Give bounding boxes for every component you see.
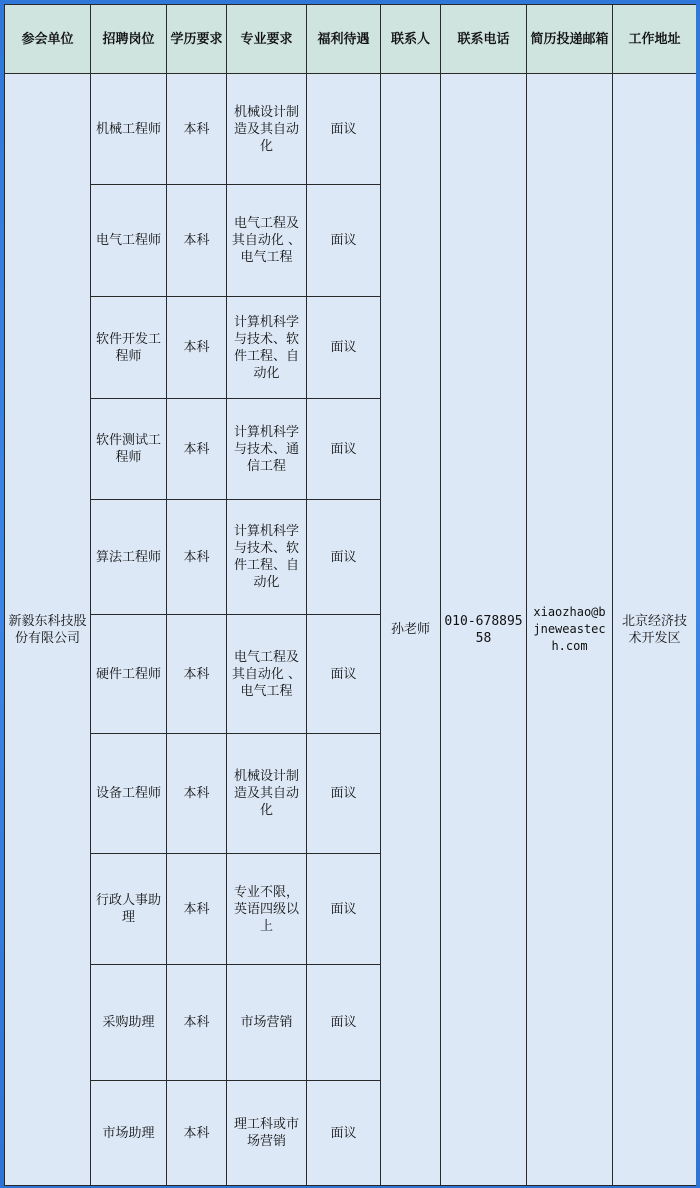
benefits-cell: 面议 xyxy=(307,500,381,615)
education-cell: 本科 xyxy=(167,734,227,854)
benefits-cell: 面议 xyxy=(307,1081,381,1186)
benefits-cell: 面议 xyxy=(307,297,381,399)
header-company: 参会单位 xyxy=(5,5,91,74)
major-cell: 电气工程及其自动化 、电气工程 xyxy=(227,185,307,297)
position-cell: 软件开发工程师 xyxy=(91,297,167,399)
benefits-cell: 面议 xyxy=(307,734,381,854)
header-position: 招聘岗位 xyxy=(91,5,167,74)
education-cell: 本科 xyxy=(167,965,227,1081)
major-cell: 机械设计制造及其自动化 xyxy=(227,734,307,854)
education-cell: 本科 xyxy=(167,854,227,965)
benefits-cell: 面议 xyxy=(307,854,381,965)
header-email: 简历投递邮箱 xyxy=(527,5,613,74)
header-row xyxy=(5,5,697,74)
job-table xyxy=(4,4,696,1186)
benefits-cell: 面议 xyxy=(307,74,381,185)
major-cell: 理工科或市场营销 xyxy=(227,1081,307,1186)
major-cell: 专业不限，英语四级以上 xyxy=(227,854,307,965)
header-benefits: 福利待遇 xyxy=(307,5,381,74)
position-cell: 行政人事助理 xyxy=(91,854,167,965)
major-cell: 机械设计制造及其自动化 xyxy=(227,74,307,185)
position-cell: 设备工程师 xyxy=(91,734,167,854)
table-row xyxy=(5,74,697,185)
header-education: 学历要求 xyxy=(167,5,227,74)
position-cell: 市场助理 xyxy=(91,1081,167,1186)
header-address: 工作地址 xyxy=(613,5,697,74)
email-cell: xiaozhao@bjneweastech.com xyxy=(527,74,613,1186)
position-cell: 软件测试工程师 xyxy=(91,399,167,500)
header-contact: 联系人 xyxy=(381,5,441,74)
education-cell: 本科 xyxy=(167,500,227,615)
benefits-cell: 面议 xyxy=(307,615,381,734)
header-phone: 联系电话 xyxy=(441,5,527,74)
education-cell: 本科 xyxy=(167,399,227,500)
phone-cell: 010-67889558 xyxy=(441,74,527,1186)
position-cell: 算法工程师 xyxy=(91,500,167,615)
education-cell: 本科 xyxy=(167,74,227,185)
education-cell: 本科 xyxy=(167,615,227,734)
education-cell: 本科 xyxy=(167,185,227,297)
position-cell: 采购助理 xyxy=(91,965,167,1081)
header-major: 专业要求 xyxy=(227,5,307,74)
education-cell: 本科 xyxy=(167,1081,227,1186)
company-cell: 新毅东科技股份有限公司 xyxy=(5,74,91,1186)
major-cell: 计算机科学与技术、软件工程、自动化 xyxy=(227,500,307,615)
address-cell: 北京经济技术开发区 xyxy=(613,74,697,1186)
benefits-cell: 面议 xyxy=(307,965,381,1081)
job-table-frame xyxy=(4,4,696,1186)
position-cell: 硬件工程师 xyxy=(91,615,167,734)
benefits-cell: 面议 xyxy=(307,185,381,297)
contact-cell: 孙老师 xyxy=(381,74,441,1186)
major-cell: 市场营销 xyxy=(227,965,307,1081)
education-cell: 本科 xyxy=(167,297,227,399)
major-cell: 计算机科学与技术、通信工程 xyxy=(227,399,307,500)
position-cell: 机械工程师 xyxy=(91,74,167,185)
major-cell: 计算机科学与技术、软件工程、自动化 xyxy=(227,297,307,399)
position-cell: 电气工程师 xyxy=(91,185,167,297)
benefits-cell: 面议 xyxy=(307,399,381,500)
major-cell: 电气工程及其自动化 、电气工程 xyxy=(227,615,307,734)
